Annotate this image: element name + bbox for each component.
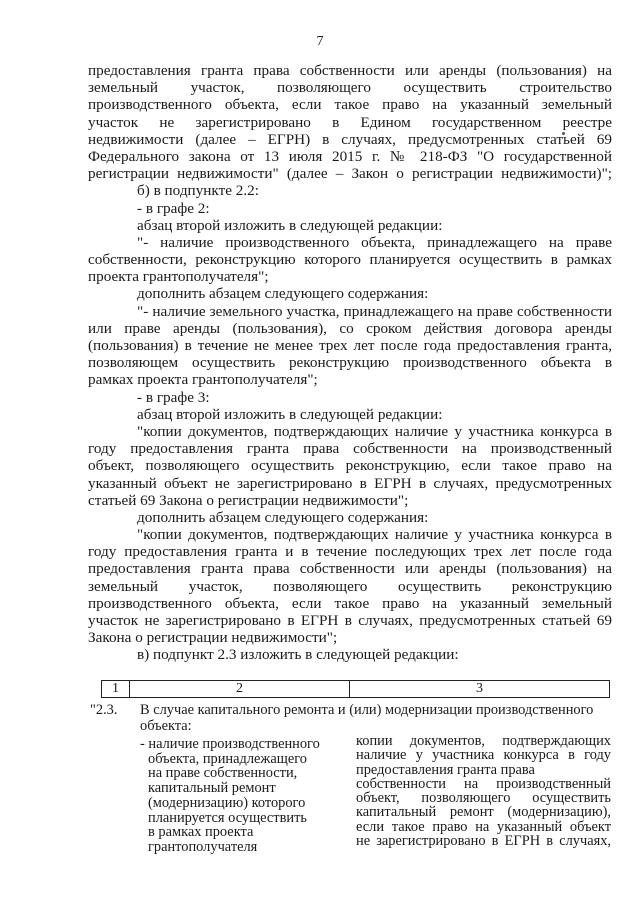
table-row	[102, 681, 610, 698]
section-number: "2.3.	[90, 702, 118, 718]
text-line: или праве аренды (пользования), со сроком действия договора аренды	[88, 319, 612, 337]
text-line: недвижимости (далее – ЕГРН) в случаях, предусмотренных статьей 69	[88, 130, 612, 148]
column-2-text	[140, 737, 340, 855]
instruction-line: абзац второй изложить в следующей редакции:	[137, 216, 443, 234]
text-line: земельный участок, позволяющего осуществить строительство	[88, 79, 612, 97]
text-line: земельный участок, позволяющего осуществить реконструкцию	[88, 577, 612, 595]
column-3-text	[356, 734, 611, 848]
text-line: Федерального закона от 13 июля 2015 г. № 218-ФЗ "О государственной	[88, 147, 612, 165]
col3-line: предоставления гранта права	[356, 761, 535, 778]
col3-line: собственности на производственный	[356, 775, 611, 792]
col2-line: планируется осуществить	[148, 809, 307, 826]
page-number: 7	[316, 34, 324, 49]
text-line: рамках проекта грантополучателя";	[88, 371, 318, 389]
column-ref: - в графе 3:	[137, 388, 210, 406]
quote-line: "- наличие земельного участка, принадлежащего на праве собственности	[137, 302, 612, 320]
col2-line: объекта, принадлежащего	[148, 750, 307, 767]
text-line: позволяющем осуществить реконструкцию производственного объекта в	[88, 354, 612, 372]
col2-line: в рамках проекта	[148, 824, 254, 841]
col2-line: - наличие производственного	[140, 736, 320, 752]
column-number-1: 1	[102, 681, 130, 698]
column-number-2: 2	[130, 681, 350, 698]
text-line: производственного объекта, если такое право на указанный земельный	[88, 96, 612, 114]
text-line: предоставления гранта права собственности или аренды (пользования) на	[88, 62, 612, 79]
col3-line: наличие у участника конкурса в году	[356, 747, 611, 764]
instruction-line: абзац второй изложить в следующей редакции:	[137, 405, 443, 423]
text-line: Закона о регистрации недвижимости";	[88, 629, 338, 647]
column-ref: - в графе 2:	[137, 199, 210, 217]
instruction-line: дополнить абзацем следующего содержания:	[137, 508, 429, 526]
subpoint-b: б) в подпункте 2.2:	[137, 182, 259, 200]
section-heading-line: В случае капитального ремонта и (или) модернизации производственного	[140, 702, 594, 718]
text-line: регистрации недвижимости" (далее – Закон о регистрации недвижимости)";	[88, 165, 612, 183]
col3-line: объект, позволяющего осуществить	[356, 790, 611, 807]
col3-line: копии документов, подтверждающих	[356, 733, 611, 749]
text-line: году предоставления гранта права собственности на производственный	[88, 440, 612, 458]
subpoint-v: в) подпункт 2.3 изложить в следующей редакции:	[137, 646, 459, 664]
col3-line: капитальный ремонт (модернизацию),	[356, 804, 611, 821]
text-line: собственности, реконструкцию которого планируется осуществить в рамках	[88, 251, 612, 269]
instruction-line: дополнить абзацем следующего содержания:	[137, 285, 429, 303]
quote-line: "копии документов, подтверждающих наличие у участника конкурса в	[137, 526, 612, 544]
text-line: участок не зарегистрировано в ЕГРН в случаях, предусмотренных статьей 69	[88, 612, 612, 629]
text-line: предоставления гранта права собственности или аренды (пользования) на	[88, 560, 612, 578]
section-heading	[90, 703, 615, 734]
column-number-table	[101, 680, 610, 698]
col3-line: если такое право на указанный объект	[356, 818, 611, 835]
text-line: году предоставления гранта и в течение последующих трех лет после года	[88, 543, 612, 561]
col2-line: (модернизацию) которого	[148, 794, 306, 811]
col2-line: грантополучателя	[148, 838, 258, 855]
text-line: производственного объекта, если такое право на указанный земельный	[88, 594, 612, 612]
col2-line: на праве собственности,	[148, 765, 298, 782]
col2-line: капитальный ремонт	[148, 780, 276, 797]
quote-line: "копии документов, подтверждающих наличие у участника конкурса в	[137, 422, 612, 440]
col3-line: не зарегистрировано в ЕГРН в случаях,	[356, 833, 611, 850]
text-line: объект, позволяющего осуществить реконструкцию, если такое право на	[88, 457, 612, 475]
quote-line: "- наличие производственного объекта, принадлежащего на праве	[137, 233, 612, 251]
column-number-3: 3	[350, 681, 610, 698]
text-line: (пользования) в течение не менее трех лет после года предоставления гранта,	[88, 337, 612, 354]
text-line: указанный объект не зарегистрировано в ЕГРН в случаях, предусмотренных	[88, 474, 612, 492]
text-line: участок не зарегистрировано в Едином государственном реестре	[88, 113, 612, 131]
section-heading-line: объекта:	[140, 717, 192, 734]
text-line: статьей 69 Закона о регистрации недвижимости";	[88, 491, 409, 509]
text-line: проекта грантополучателя";	[88, 268, 269, 286]
document-body	[88, 62, 612, 664]
